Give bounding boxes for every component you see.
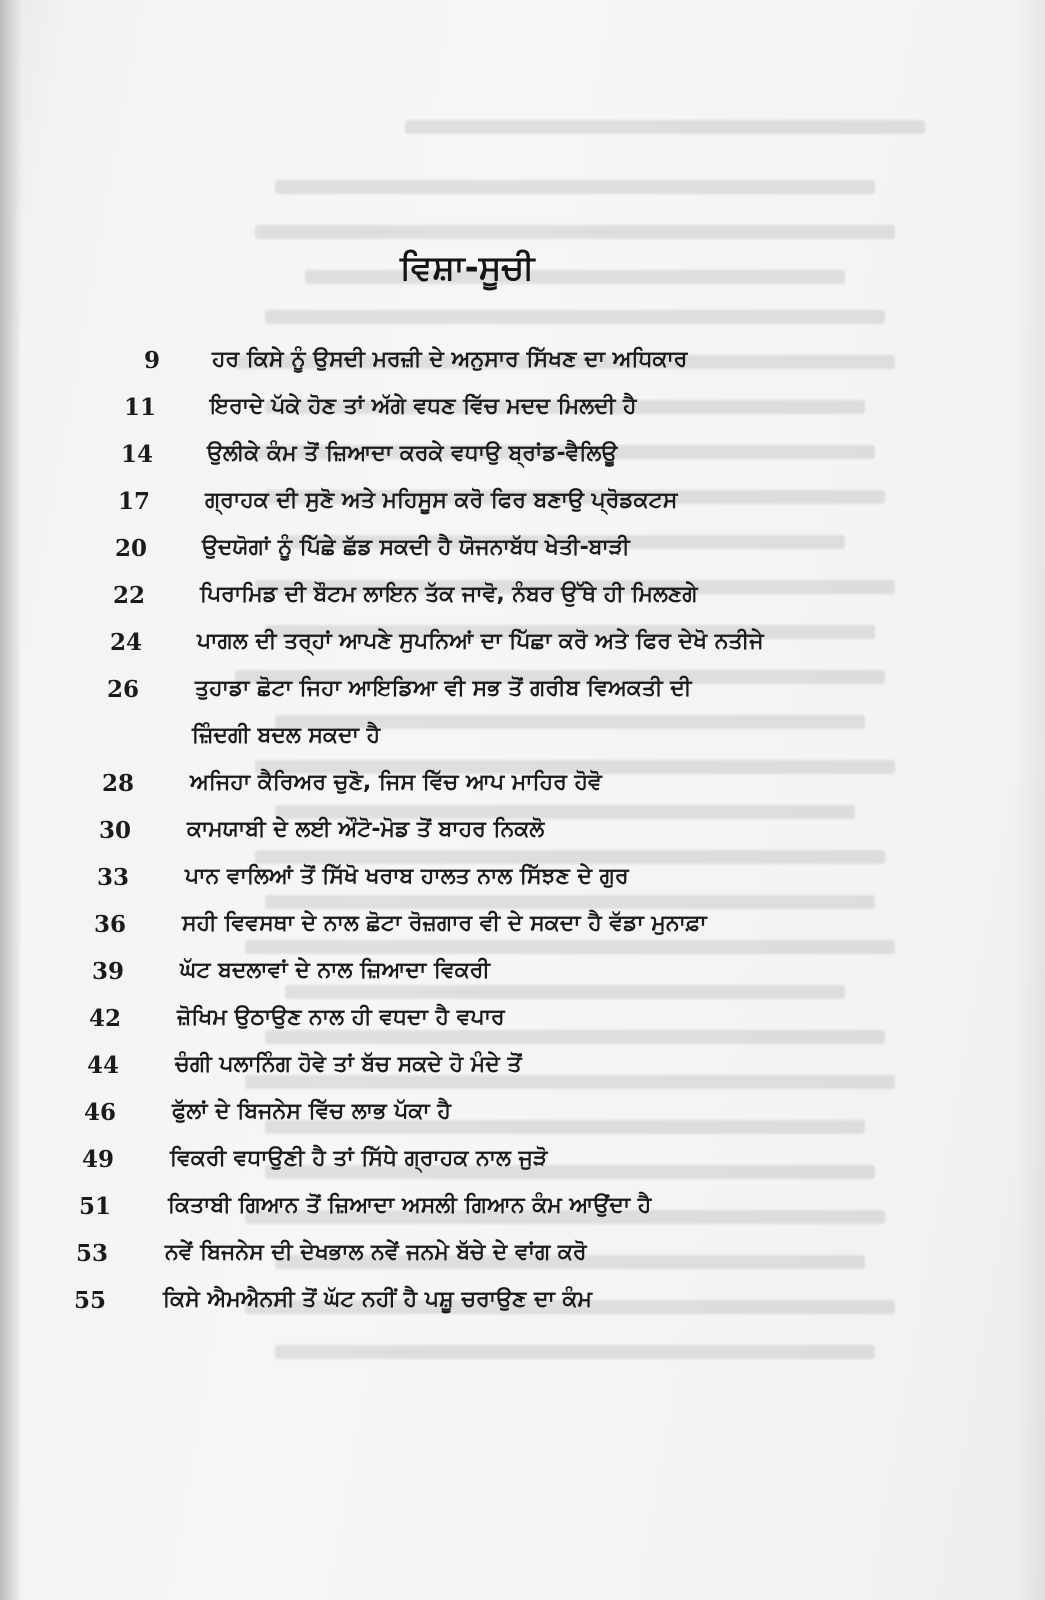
toc-chapter-title: ਉਲੀਕੇ ਕੰਮ ਤੋਂ ਜ਼ਿਆਦਾ ਕਰਕੇ ਵਧਾਉ ਬ੍ਰਾਂਡ-ਵੈਲਿਊ: [207, 441, 618, 466]
toc-entry: [0, 1095, 1045, 1135]
toc-entry: [0, 1236, 1045, 1276]
toc-chapter-title: ਜ਼ਿੰਦਗੀ ਬਦਲ ਸਕਦਾ ਹੈ: [192, 723, 381, 748]
toc-page-number: 49: [81, 1146, 114, 1173]
toc-entry: [0, 484, 1045, 524]
toc-chapter-title: ਪਾਗਲ ਦੀ ਤਰ੍ਹਾਂ ਆਪਣੇ ਸੁਪਨਿਆਂ ਦਾ ਪਿੱਛਾ ਕਰੋ ਅਤੇ ਫਿਰ ਦੇਖੋ ਨਤੀਜੇ: [197, 629, 764, 654]
toc-page-number: 51: [78, 1193, 111, 1220]
toc-page-number: 26: [106, 676, 139, 703]
toc-chapter-title: ਨਵੇਂ ਬਿਜਨੇਸ ਦੀ ਦੇਖਭਾਲ ਨਵੇਂ ਜਨਮੇ ਬੱਚੇ ਦੇ ਵਾਂਗ ਕਰੋ: [165, 1240, 587, 1265]
toc-chapter-title: ਫੁੱਲਾਂ ਦੇ ਬਿਜਨੇਸ ਵਿੱਚ ਲਾਭ ਪੱਕਾ ਹੈ: [172, 1099, 451, 1124]
toc-chapter-title: ਤੁਹਾਡਾ ਛੋਟਾ ਜਿਹਾ ਆਇਡਿਆ ਵੀ ਸਭ ਤੋਂ ਗਰੀਬ ਵਿਅਕਤੀ ਦੀ: [195, 676, 692, 701]
toc-entry: [0, 531, 1045, 571]
toc-entry: [0, 860, 1045, 900]
toc-entry: [0, 813, 1045, 853]
toc-chapter-title: ਉਦਯੋਗਾਂ ਨੂੰ ਪਿੱਛੇ ਛੱਡ ਸਕਦੀ ਹੈ ਯੋਜਨਾਬੱਧ ਖੇਤੀ-ਬਾੜੀ: [202, 535, 630, 560]
toc-chapter-title: ਕਾਮਯਾਬੀ ਦੇ ਲਈ ਔਟੋ-ਮੋਡ ਤੋਂ ਬਾਹਰ ਨਿਕਲੋ: [187, 817, 545, 842]
toc-entry: [0, 437, 1045, 477]
toc-chapter-title: ਕਿਤਾਬੀ ਗਿਆਨ ਤੋਂ ਜ਼ਿਆਦਾ ਅਸਲੀ ਗਿਆਨ ਕੰਮ ਆਉਂਦਾ ਹੈ: [168, 1193, 652, 1218]
toc-page-number: 11: [123, 394, 156, 421]
toc-chapter-title: ਚੰਗੀ ਪਲਾਨਿੰਗ ਹੋਵੇ ਤਾਂ ਬੱਚ ਸਕਦੇ ਹੋ ਮੰਦੇ ਤੋਂ: [175, 1052, 522, 1077]
toc-entry: [0, 578, 1045, 618]
toc-entry: [0, 954, 1045, 994]
toc-chapter-title: ਹਰ ਕਿਸੇ ਨੂੰ ਉਸਦੀ ਮਰਜ਼ੀ ਦੇ ਅਨੁਸਾਰ ਸਿੱਖਣ ਦਾ ਅਧਿਕਾਰ: [212, 347, 688, 372]
toc-page-number: 9: [143, 347, 160, 374]
toc-chapter-title: ਇਰਾਦੇ ਪੱਕੇ ਹੋਣ ਤਾਂ ਅੱਗੇ ਵਧਣ ਵਿੱਚ ਮਦਦ ਮਿਲਦੀ ਹੈ: [210, 394, 637, 419]
toc-page-number: 20: [114, 535, 147, 562]
toc-page-number: 24: [109, 629, 142, 656]
toc-chapter-title: ਸਹੀ ਵਿਵਸਥਾ ਦੇ ਨਾਲ ਛੋਟਾ ਰੋਜ਼ਗਾਰ ਵੀ ਦੇ ਸਕਦਾ ਹੈ ਵੱਡਾ ਮੁਨਾਫ਼ਾ: [182, 911, 707, 936]
toc-entry: [0, 766, 1045, 806]
toc-entry: [0, 907, 1045, 947]
toc-entry: [0, 1142, 1045, 1182]
toc-page-number: 42: [88, 1005, 121, 1032]
toc-page-number: 22: [112, 582, 145, 609]
toc-entry: [0, 672, 1045, 712]
toc-entry: [0, 1189, 1045, 1229]
toc-chapter-title: ਜ਼ੋਖਿਮ ਉਠਾਉਣ ਨਾਲ ਹੀ ਵਧਦਾ ਹੈ ਵਪਾਰ: [177, 1005, 505, 1030]
toc-page-number: 28: [101, 770, 134, 797]
toc-entry: [0, 625, 1045, 665]
page-title: ਵਿਸ਼ਾ-ਸੂਚੀ: [400, 247, 535, 288]
toc-page-number: 30: [98, 817, 131, 844]
toc-page-number: 39: [91, 958, 124, 985]
toc-page-number: 44: [86, 1052, 119, 1079]
toc-entry: [0, 1048, 1045, 1088]
toc-entry-continuation: [0, 719, 1045, 759]
toc-entry: [0, 1001, 1045, 1041]
toc-page-number: 14: [120, 441, 153, 468]
toc-chapter-title: ਪਾਨ ਵਾਲਿਆਂ ਤੋਂ ਸਿੱਖੋ ਖਰਾਬ ਹਾਲਤ ਨਾਲ ਸਿੱਝਣ ਦੇ ਗੁਰ: [185, 864, 629, 889]
toc-page-number: 55: [73, 1287, 106, 1314]
toc-page-number: 33: [96, 864, 129, 891]
toc-page-number: 36: [93, 911, 126, 938]
toc-chapter-title: ਵਿਕਰੀ ਵਧਾਉਣੀ ਹੈ ਤਾਂ ਸਿੱਧੇ ਗ੍ਰਾਹਕ ਨਾਲ ਜੁੜੋ: [170, 1146, 548, 1171]
toc-entry: [0, 1283, 1045, 1323]
toc-chapter-title: ਗ੍ਰਾਹਕ ਦੀ ਸੁਣੋ ਅਤੇ ਮਹਿਸੂਸ ਕਰੋ ਫਿਰ ਬਣਾਉ ਪ੍ਰੋਡਕਟਸ: [205, 488, 678, 513]
toc-chapter-title: ਅਜਿਹਾ ਕੈਰਿਅਰ ਚੁਣੋ, ਜਿਸ ਵਿੱਚ ਆਪ ਮਾਹਿਰ ਹੋਵੋ: [190, 770, 602, 795]
toc-chapter-title: ਪਿਰਾਮਿਡ ਦੀ ਬੌਟਮ ਲਾਇਨ ਤੱਕ ਜਾਵੋ, ਨੰਬਰ ਉੱਥੇ ਹੀ ਮਿਲਣਗੇ: [200, 582, 698, 607]
toc-entry: [0, 390, 1045, 430]
toc-chapter-title: ਕਿਸੇ ਐਮਐਨਸੀ ਤੋਂ ਘੱਟ ਨਹੀਂ ਹੈ ਪਸ਼ੂ ਚਰਾਉਣ ਦਾ ਕੰਮ: [163, 1287, 592, 1312]
toc-page-number: 53: [75, 1240, 108, 1267]
toc-page-number: 46: [83, 1099, 116, 1126]
toc-page-number: 17: [117, 488, 150, 515]
toc-entry: [0, 343, 1045, 383]
toc-chapter-title: ਘੱਟ ਬਦਲਾਵਾਂ ਦੇ ਨਾਲ ਜ਼ਿਆਦਾ ਵਿਕਰੀ: [180, 958, 491, 983]
